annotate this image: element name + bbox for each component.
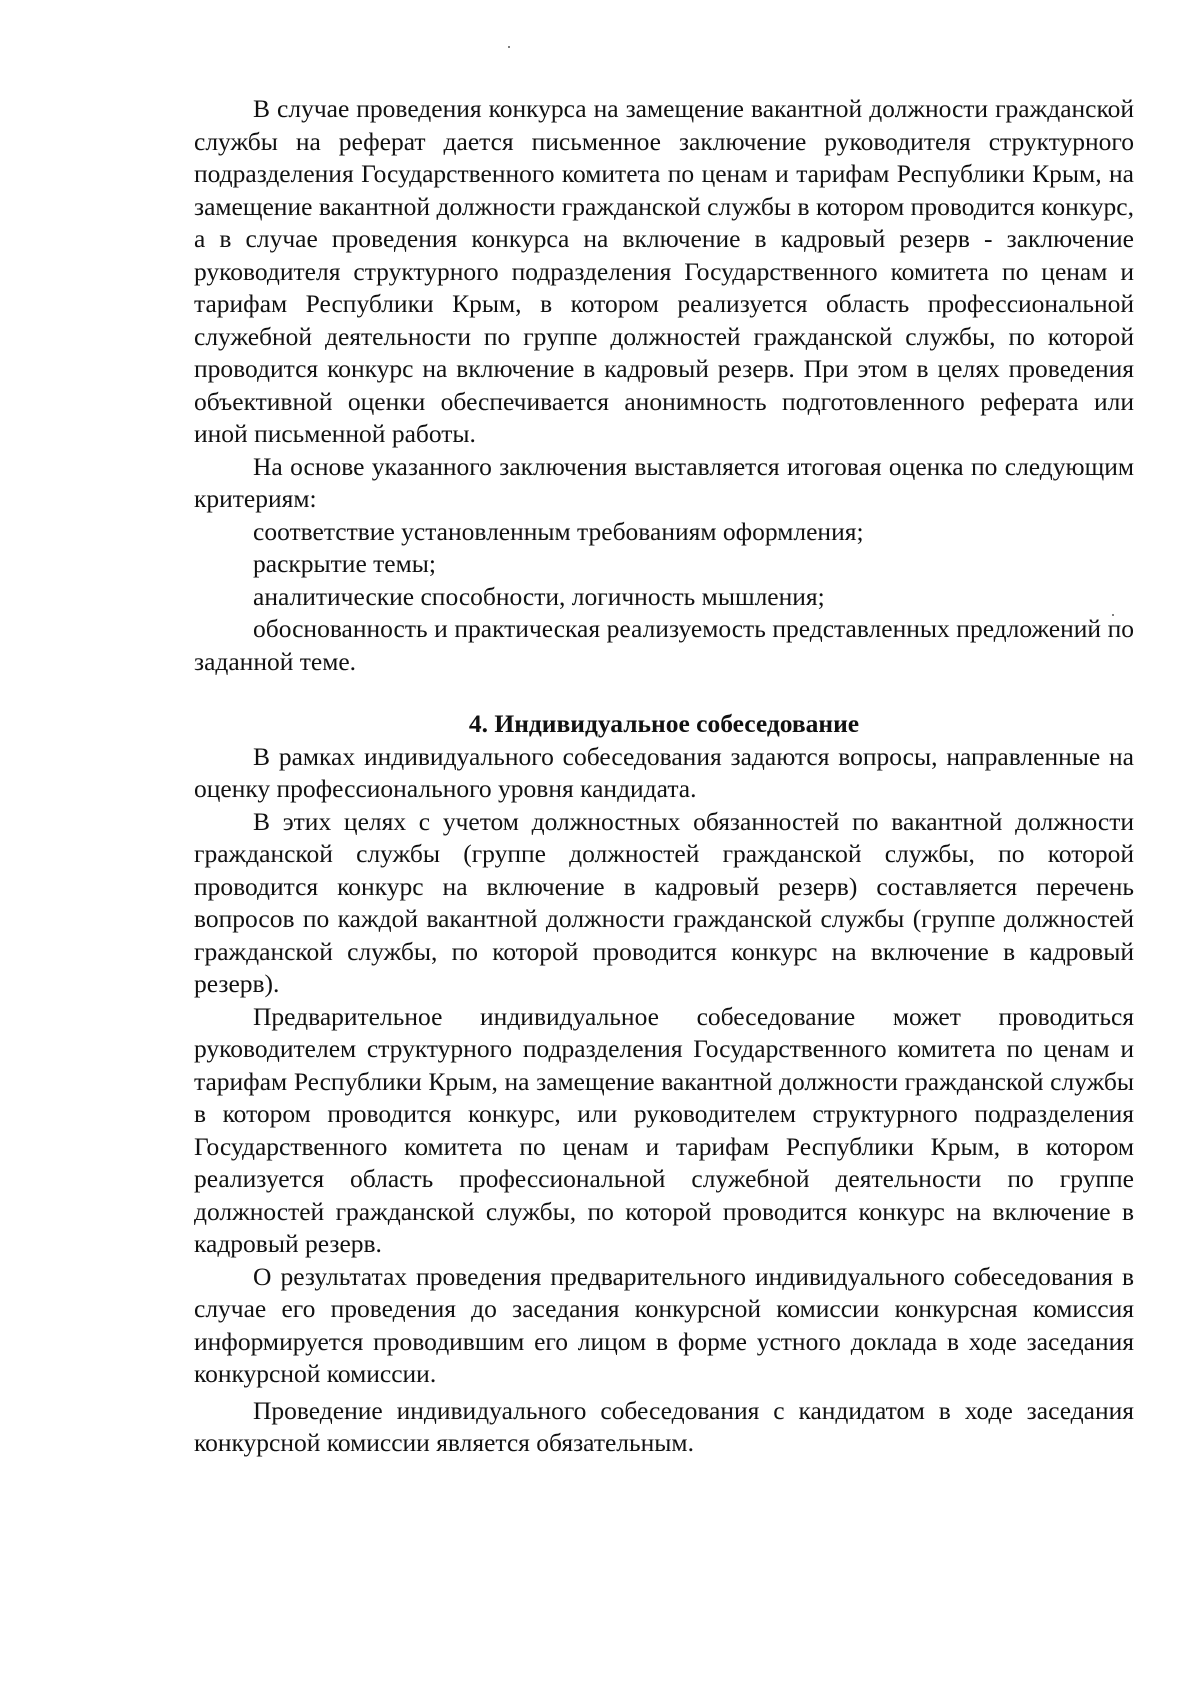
criteria-item: обоснованность и практическая реализуемость представленных предложений по заданной теме.	[194, 614, 1134, 676]
criteria-item: соответствие установленным требованиям оформления;	[253, 516, 864, 546]
paragraph-question-list: В этих целях с учетом должностных обязанностей по вакантной должности гражданской службы (группе должностей гражданской службы, по которой проводится конкурс на включение в кадровый резерв) составляется перечень вопросов по каждой вакантной должности гражданской службы (группе должностей гражданской службы, по которой проводится конкурс на включение в кадровый резерв).	[194, 806, 1134, 998]
criteria-item: аналитические способности, логичность мышления;	[253, 581, 825, 611]
criteria-item: раскрытие темы;	[253, 549, 436, 578]
paragraph-preliminary-interview: Предварительное индивидуальное собеседование может проводиться руководителем структурного подразделения Государственного комитета по ценам и тарифам Республики Крым, на замещение вакантной должности гражданской службы в котором проводится конкурс, или руководителем структурного подразделения Государственного комитета по ценам и тарифам Республики Крым, в котором реализуется область профессиональной служебной деятельности по группе должностей гражданской службы, по которой проводится конкурс на включение в кадровый резерв.	[194, 1001, 1134, 1258]
scan-speck	[508, 46, 510, 48]
paragraph-interview-mandatory: Проведение индивидуального собеседования с кандидатом в ходе заседания конкурсной комиссии является обязательным.	[194, 1395, 1134, 1457]
paragraph-assessment-criteria-intro: На основе указанного заключения выставляется итоговая оценка по следующим критериям:	[194, 451, 1134, 513]
document-body	[194, 93, 1134, 1460]
paragraph-interview-questions: В рамках индивидуального собеседования задаются вопросы, направленные на оценку профессионального уровня кандидата.	[194, 741, 1134, 803]
paragraph-essay-conclusion: В случае проведения конкурса на замещение вакантной должности гражданской службы на реферат дается письменное заключение руководителя структурного подразделения Государственного комитета по ценам и тарифам Республики Крым, на замещение вакантной должности гражданской службы в котором проводится конкурс, а в случае проведения конкурса на включение в кадровый резерв - заключение руководителя структурного подразделения Государственного комитета по ценам и тарифам Республики Крым, в котором реализуется область профессиональной служебной деятельности по группе должностей гражданской службы, по которой проводится конкурс на включение в кадровый резерв. При этом в целях проведения объективной оценки обеспечивается анонимность подготовленного реферата или иной письменной работы.	[194, 94, 1134, 448]
paragraph-interview-results: О результатах проведения предварительного индивидуального собеседования в случае его проведения до заседания конкурсной комиссии конкурсная комиссия информируется проводившим его лицом в форме устного доклада в ходе заседания конкурсной комиссии.	[194, 1261, 1134, 1388]
section-heading: 4. Индивидуальное собеседование	[468, 709, 860, 738]
